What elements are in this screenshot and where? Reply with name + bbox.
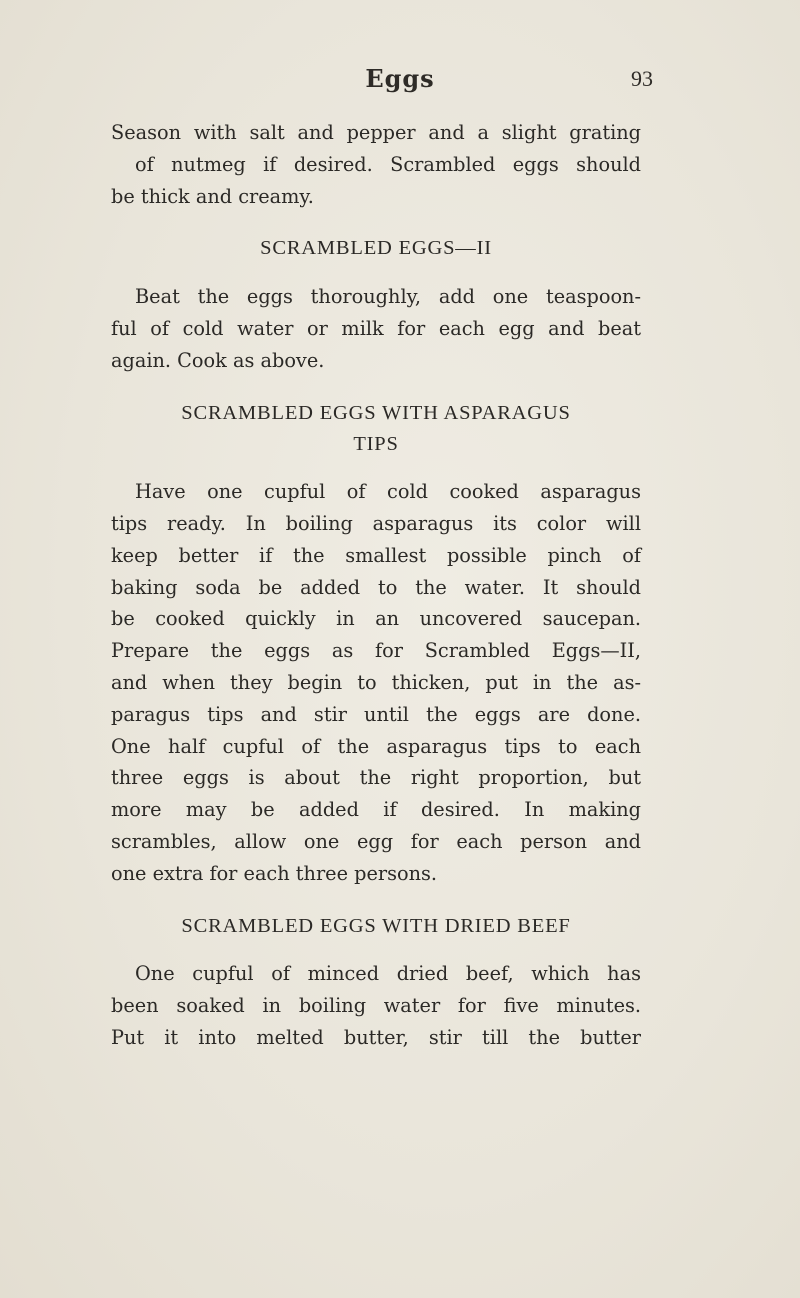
- text-line: and when they begin to thicken, put in the as-: [111, 670, 641, 694]
- asparagus-paragraph: [111, 476, 641, 889]
- text-line: Beat the eggs thoroughly, add one teaspoon-: [135, 285, 641, 309]
- heading-line: SCRAMBLED EGGS WITH ASPARAGUS: [181, 401, 571, 424]
- page-body: [111, 117, 641, 1054]
- text-line: Put it into melted butter, stir till the butter: [111, 1025, 641, 1049]
- dried-beef-paragraph: [111, 958, 641, 1053]
- text-line: been soaked in boiling water for five minutes.: [111, 994, 641, 1018]
- text-line: be thick and creamy.: [111, 184, 314, 208]
- section-heading: SCRAMBLED EGGS—II: [260, 237, 492, 260]
- text-line: more may be added if desired. In making: [111, 798, 641, 822]
- section-heading: [111, 398, 641, 462]
- text-line: paragus tips and stir until the eggs are done.: [111, 702, 641, 726]
- text-line: One cupful of minced dried beef, which has: [135, 962, 641, 986]
- page-number: 93: [631, 66, 653, 91]
- text-line: Prepare the eggs as for Scrambled Eggs—II,: [111, 639, 641, 663]
- text-line: ful of cold water or milk for each egg and beat: [111, 316, 641, 340]
- text-line: three eggs is about the right proportion, but: [111, 766, 641, 790]
- text-line: Have one cupful of cold cooked asparagus: [135, 480, 641, 504]
- intro-paragraph: [111, 117, 641, 212]
- text-line: baking soda be added to the water. It should: [111, 575, 641, 599]
- text-line: be cooked quickly in an uncovered saucepan.: [111, 607, 641, 631]
- text-line: One half cupful of the asparagus tips to each: [111, 734, 641, 758]
- text-line: Season with salt and pepper and a slight grating: [111, 121, 641, 144]
- scrambled-ii-paragraph: [111, 281, 641, 376]
- heading-line: TIPS: [353, 433, 399, 456]
- text-line: keep better if the smallest possible pinch of: [111, 543, 641, 567]
- running-title: Eggs: [365, 64, 435, 93]
- text-line: tips ready. In boiling asparagus its color will: [111, 511, 641, 535]
- section-heading: SCRAMBLED EGGS WITH DRIED BEEF: [181, 914, 571, 937]
- text-line: one extra for each three persons.: [111, 861, 438, 885]
- text-line: scrambles, allow one egg for each person and: [111, 829, 641, 853]
- text-line: of nutmeg if desired. Scrambled eggs should: [135, 152, 641, 176]
- running-head: [0, 60, 800, 94]
- text-line: again. Cook as above.: [111, 348, 325, 372]
